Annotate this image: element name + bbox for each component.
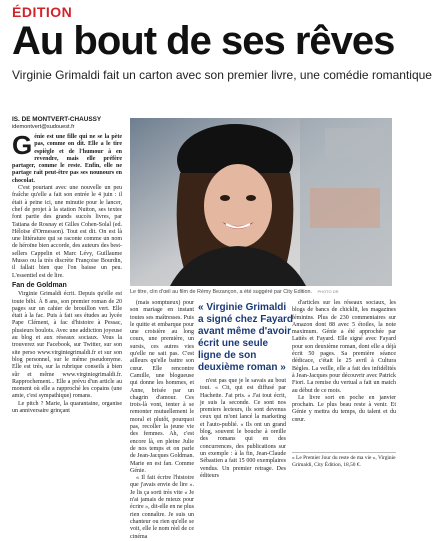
article-column-1-lower	[12, 278, 122, 468]
photo-caption	[130, 289, 392, 295]
article-paragraph: n'est pas que je le savais au bout tout. « Cit, qui est diffusé par Hachette. J'ai pris. « J'ai tout écrit, je suis la seconde. Ce sont nos premiers lecteurs, ils sont devenus ceux qui m'ont lancé la marketing et l'auto-publié. « Ils ont un grand blog, souvent le bouche à oreille des romans qui en des concurrences, des publications sur un exemple : à la fin, Jean-Claude Sébastien a fait 15 000 exemplaires vendus. Un premier retrage. Des éditeurs	[200, 378, 286, 479]
article-paragraph: Virginie Grimaldi écrit. Depuis qu'elle est toute bibi. À 8 ans, son premier roman de 20 pages sur un cahier de brouillon vert. Elle était à la fac. Puis à fait ses études au lycée Pape Clément, à fac d'histoire à Pessac, plusieurs boulots. Avec une addiction joyeuse au blog et aux réseaux sociaux. Vous la trouverez sur Facebook, sur Twitter, sur son site perso www.virginiegrimaldi.fr et sur son blog personnel, sur le même pseudonyme. Elle est très, sur la rubrique conseils à bien sûr et même www.virginiegrimaldi.fr. Rapprochement... Elle a prévu d'un article au moment où elle a rapproché les copains (une amie, c'est sympathique) romans.	[12, 291, 122, 400]
article-paragraph: d'articles sur les réseaux sociaux, les blogs de bancs de chicklit, les magazines féminins. Plus de 230 commentaires sur Amazon dont 88 avec 5 étoiles, la note maximum. Génie a été approchée par Lattès et Fayard. Elle signé avec Fayard pour son deuxième roman, dont elle a déjà écrit 50 pages. Sa première séance dédicace, c'était le 25 avril à Cultura Bègles. La veille, elle a fait des infidélités à Jean-Jacques pour découvrir avec Patrick Fiori. La remise du vertual a fait un match au début de ce mois.	[292, 300, 396, 394]
article-column-1	[12, 116, 122, 279]
portrait-illustration	[130, 118, 392, 286]
article-paragraph: C'est pourtant avec une nouvelle un peu fraîche qu'elle a fait son entrée le 4 juin : il était à peine ici, une minutie pour le lancer, chef de projet à la station Nuiton, ses textes font partie des grands succès livres, par Tatiana de Rosnay et Gilles Cohen-Solal (ed. Héloïse d'Ormesson). Tout est dit. On est là une littérature qui se raconte comme un nom de héroïne bien accorde, des auteurs des best-sellers Cappelin et Marc Lévy, Guillaume Musso ou la très discrète Françoise Bourdin, il fallait bien que l'on baisse un peu. L'essentiel est de lire.	[12, 185, 122, 279]
article-paragraph: (mais somptueux) pour son mariage en instant toutes ses maîtresses. Puis le quitte et embarque pour une croisière au long cours, une première, un sursis, ces autres vies qu'elle ne sait pas. C'est ailleurs qu'elle battre son cœur. Elle rencontre Camille, une blogueuse qui donne les hommes, et Anne, brisée par un chagrin d'amour. Ces trois-là vont, tenter à se remonter mutuellement le moral et plutôt, pourquoi pas, recoller la jeune vie des femmes. Ah, c'est encore là, en pleine Julie de nos temps et on parle de Jean-Jacques Goldman. Marie en est fan. Comme Génie.	[130, 300, 194, 474]
article-lead: Génie est une fille qui ne se la pète pas, comme on dit. Elle a le tire espiègle et de l'humour à en revendre, mais elle préfère partager, comme le reste. Enfin, elle ne partage rait peut-être pas ses nounours en chocolat.	[12, 130, 122, 184]
article-column-2	[130, 300, 194, 540]
article-paragraph: Le pitch ? Marie, la quarantaine, organise un anniversaire grinçant	[12, 400, 122, 415]
subheadline: Virginie Grimaldi fait un carton avec son premier livre, une comédie romantique	[12, 68, 432, 82]
article-paragraph: Le livre sort en poche en janvier prochain. Le plus beau reste à venir. Et Génie y mettra du temps, du talent et du cœur.	[292, 394, 396, 423]
byline-email: idemontvert@sudouest.fr	[12, 124, 75, 130]
section-label: ÉDITION	[12, 4, 73, 20]
byline-author: IS. DE MONTVERT-CHAUSSY	[12, 116, 102, 123]
caption-text: Le titre, clin d'œil au film de Rémy Bezançon, a été suggéré par City Edition.	[130, 289, 312, 295]
article-column-4	[292, 300, 396, 450]
photo-credit: PHOTO DR	[317, 289, 339, 294]
author-photo	[130, 118, 392, 286]
book-reference: « Le Premier Jour du reste de ma vie », Virginie Grimaldi, City Édition, 18,50 €.	[292, 452, 396, 468]
article-paragraph: « Il fait écrire l'histoire que j'avais envie de lire ». Je lis ça sorti très vite « Je n'ai jamais de mieux pour écrire », dit-elle en ne plus rien connaître. Je suis un chanteur ou rien qu'elle se voit, elle le nom réel de ce cinéma	[130, 475, 194, 540]
inline-subtitle: Fan de Goldman	[12, 282, 67, 289]
headline: Au bout de ses rêves	[12, 19, 395, 63]
pull-quote: « Virginie Grimaldi a signé chez Fayard avant même d'avoir écrit une seule ligne de son deuxième roman »	[198, 302, 294, 373]
article-column-3	[200, 378, 286, 479]
